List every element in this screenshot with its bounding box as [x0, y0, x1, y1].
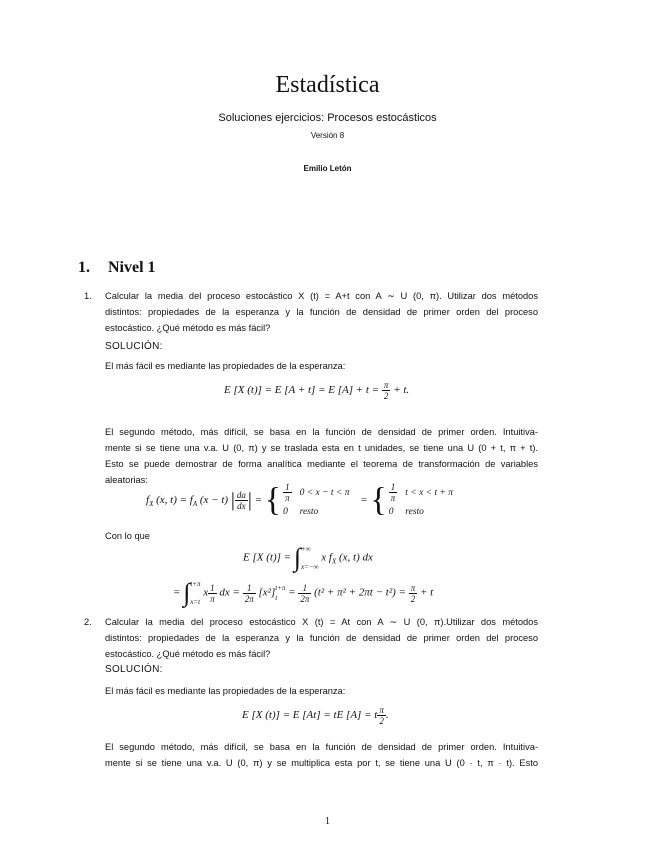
p2-second-line-1: El segundo método, más difícil, se basa en la función de densidad de primer orden. Intuitiva- [105, 742, 538, 752]
eq3-tail: (x, t) dx [338, 551, 373, 564]
eq4-bsub: t [275, 594, 278, 602]
eq4-limits [190, 575, 200, 611]
document-title: Estadística [275, 72, 380, 98]
problem-2-statement [105, 614, 538, 662]
case3-cond: t < x < t + π [405, 487, 454, 498]
problem-2-easy-method: El más fácil es mediante las propiedades de la esperanza: [105, 686, 346, 696]
eq3-lower: x=−∞ [300, 563, 319, 571]
eq4-fd3: 2π [300, 593, 310, 604]
eq1-den: 2 [383, 391, 389, 401]
eq1-num: π [383, 380, 389, 390]
eq3-upper: +∞ [300, 545, 311, 553]
p2-eq1-text: E [X (t)] = E [At] = tE [A] = t [242, 709, 378, 722]
eq4-x: x [203, 586, 209, 599]
problem-1-equation-3: E [X (t)] = ∫ +∞ x=−∞ x $f_X$ (x, t) dx [243, 540, 373, 576]
second-line-2: mente si se tiene una v.a. U (0, π) y se traslada esta en t unidades, se tiene una U (0 + t, π + t). [105, 443, 538, 453]
second-line-3: Esto se puede demostrar de forma analítica mediante el teorema de transformación de variables [105, 459, 538, 469]
problem-1-conlo: Con lo que [105, 531, 150, 541]
eq2-derivative [235, 490, 248, 511]
problem-1-number: 1. [84, 291, 92, 301]
problem-1-second-method [105, 424, 538, 488]
eq2-fn: da [236, 490, 246, 500]
eq2-sub: X [149, 500, 154, 509]
eq4-fd4: 2 [410, 593, 416, 604]
document-author: Emilio Letón [303, 164, 352, 173]
case1-num: 1 [283, 482, 292, 493]
eq4-fd2: 2π [244, 593, 254, 604]
eq4-bsup: t+π [275, 584, 286, 592]
eq4-paren: (t² + π² + 2πt − t²) = [314, 586, 406, 599]
eq4-eq: = [173, 586, 181, 599]
eq2-eq: = [254, 494, 263, 507]
case4-cond: resto [405, 507, 424, 517]
eq4-dx: dx = [219, 586, 240, 599]
eq3-lhs: E [X (t)] = [243, 551, 292, 564]
document-version: Versión 8 [310, 131, 345, 140]
eq4-upper: t+π [190, 580, 201, 588]
eq2-f: f [146, 494, 150, 507]
problem-2-line-3: estocástico. ¿Qué método es más fácil? [105, 649, 271, 659]
eq4-end: + t [420, 586, 434, 599]
eq4-bracket: [x²] [258, 586, 276, 599]
eq4-fd: π [210, 593, 215, 604]
problem-1-line-3: estocástico. ¿Qué método es más fácil? [105, 323, 271, 333]
section-number: 1. [78, 259, 90, 276]
case2-val: 0 [283, 507, 288, 517]
second-line-1: El segundo método, más difícil, se basa en la función de densidad de primer orden. Intuitiva- [105, 427, 538, 437]
problem-2-line-2: distintos: propiedades de la esperanza y la función de densidad de primer orden del proceso [105, 633, 538, 643]
eq2-cases-2 [387, 480, 461, 521]
problem-1-easy-method: El más fácil es mediante las propiedades de la esperanza: [105, 361, 346, 371]
case4-val: 0 [388, 507, 394, 517]
eq3-limits [301, 540, 319, 576]
eq4-fn2: 1 [243, 583, 256, 594]
problem-1-solution-label: SOLUCIÓN: [105, 341, 163, 352]
case1-den: π [285, 493, 290, 503]
problem-2-equation-1 [242, 705, 389, 726]
case2-cond: resto [299, 507, 319, 517]
problem-2-solution-label: SOLUCIÓN: [105, 664, 163, 675]
eq4-fn: 1 [208, 583, 217, 594]
problem-1-equation-4: = ∫ t+π x=t x $\frac{1}{\pi}$ dx = $\frac{1}{2\pi}$ [x²] t+π t = $\frac{1}{2\pi}$ (t² + π² + 2πt − t²) = $\frac{\pi}{2}$ + t [173, 575, 433, 611]
eq4-fn3: 1 [298, 583, 311, 594]
eq4-lower: x=t [190, 598, 201, 606]
problem-2-second-method [105, 739, 538, 771]
problem-2-line-1: Calcular la media del proceso estocástico X (t) = At con A ∼ U (0, π).Utilizar dos métodos [105, 617, 538, 627]
case3-den: π [390, 493, 396, 503]
problem-1-equation-1 [224, 380, 409, 401]
eq2-fd: dx [237, 501, 246, 511]
problem-1-equation-2: $f_X$ (x, $t) = f_A$ (x − t) | $\frac{da}{dx}$ | = { $\frac{1}{\pi}$ 0 < x − t < π 0 resto = { $\frac{1}{\pi}$ t < x < t + π 0 resto [146, 480, 461, 521]
problem-1-line-2: distintos: propiedades de la esperanza y la función de densidad de primer orden del proceso [105, 307, 538, 317]
eq2-eq2: = [360, 494, 368, 507]
section-heading [78, 259, 156, 277]
eq4-eq2: = [288, 586, 296, 599]
eq2-b: (x − t) [199, 494, 229, 507]
eq2-a: (x, t) = f [156, 494, 193, 507]
eq3-body: x f [321, 551, 332, 564]
page-number: 1 [325, 816, 330, 827]
eq4-fn4: π [410, 582, 416, 593]
problem-1-statement [105, 288, 538, 336]
problem-2-number: 2. [84, 617, 92, 627]
eq1-text: E [X (t)] = E [A + t] = E [A] + t = [224, 384, 380, 397]
p2-second-line-2: mente si se tiene una v.a. U (0, π) y se multiplica esta por t, se tiene una U (0 · t, π · t). Esto [105, 758, 538, 768]
case1-cond: 0 < x − t < π [299, 487, 350, 498]
p2-eq1-den: 2 [379, 716, 384, 726]
document-subtitle: Soluciones ejercicios: Procesos estocásticos [218, 112, 437, 124]
eq2-sub2: A [192, 500, 198, 509]
eq2-cases-1 [281, 480, 357, 521]
section-title: Nivel 1 [108, 259, 156, 276]
eq1-tail: + t. [393, 384, 410, 397]
case3-num: 1 [389, 482, 398, 493]
second-line-4: aleatorias: [105, 475, 148, 485]
eq3-sub: X [331, 557, 337, 566]
p2-eq1-tail: . [385, 709, 389, 722]
p2-eq1-num: π [379, 705, 384, 715]
problem-1-line-1: Calcular la media del proceso estocástico X (t) = A+t con A ∼ U (0, π). Utilizar dos métodos [105, 291, 538, 301]
eq1-fraction [382, 380, 391, 401]
